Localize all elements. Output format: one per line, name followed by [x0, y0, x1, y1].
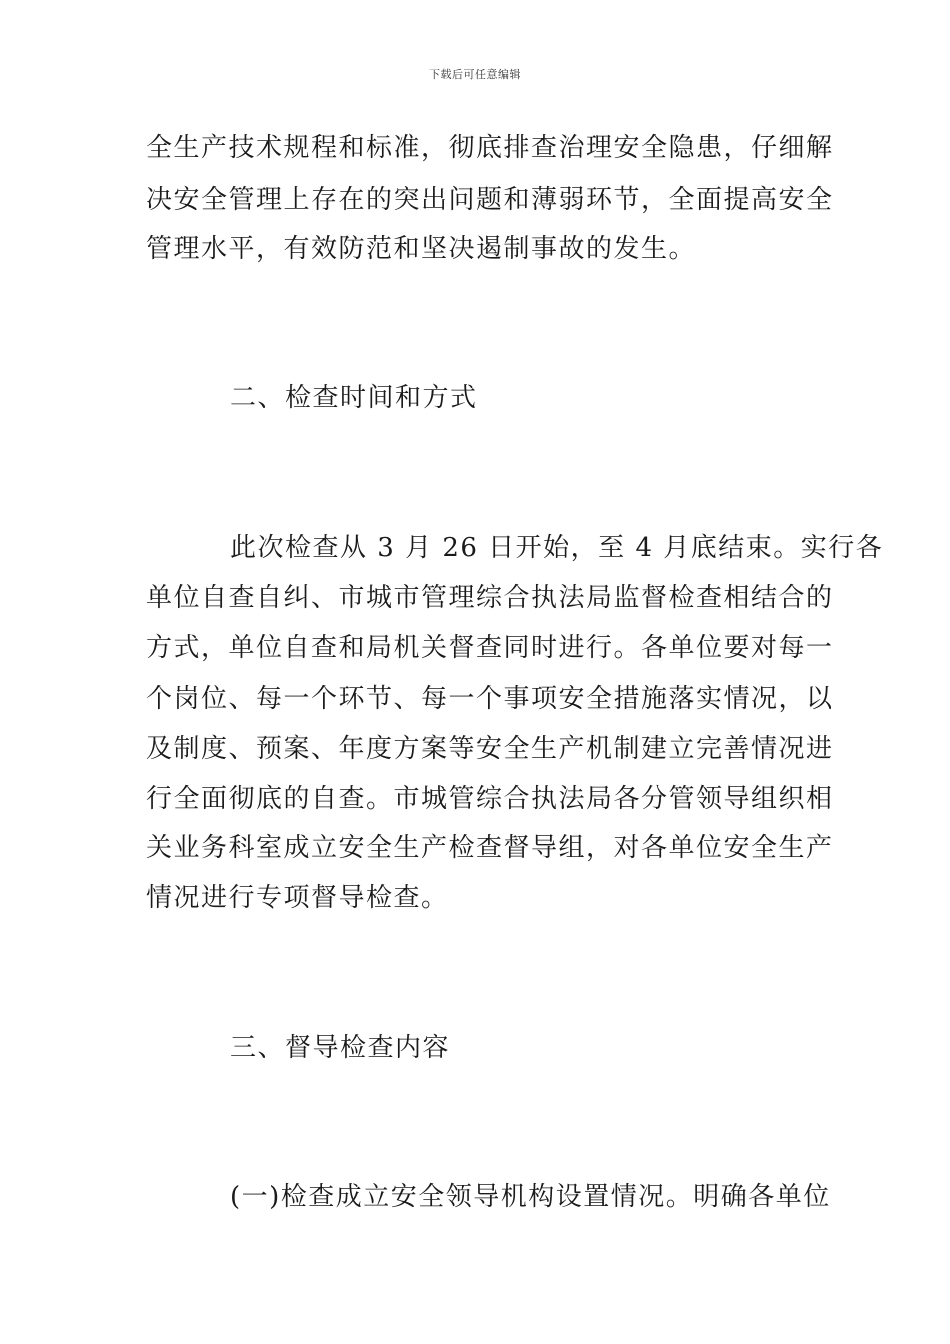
paragraph-line: 此次检查从 3 月 26 日开始，至 4 月底结束。实行各 — [230, 533, 884, 563]
header-note: 下载后可任意编辑 — [429, 68, 521, 81]
paragraph-line: 个岗位、每一个环节、每一个事项安全措施落实情况，以 — [146, 684, 834, 714]
paragraph-line: (一)检查成立安全领导机构设置情况。明确各单位 — [230, 1182, 831, 1212]
paragraph-line: 单位自查自纠、市城市管理综合执法局监督检查相结合的 — [146, 583, 834, 613]
section-heading: 二、检查时间和方式 — [230, 383, 478, 413]
paragraph-line: 关业务科室成立安全生产检查督导组，对各单位安全生产 — [146, 833, 834, 863]
section-heading: 三、督导检查内容 — [230, 1033, 451, 1063]
paragraph-line: 管理水平，有效防范和坚决遏制事故的发生。 — [146, 234, 697, 264]
paragraph-line: 全生产技术规程和标准，彻底排查治理安全隐患，仔细解 — [146, 133, 834, 163]
paragraph-line: 决安全管理上存在的突出问题和薄弱环节，全面提高安全 — [146, 185, 834, 215]
paragraph-line: 情况进行专项督导检查。 — [146, 883, 449, 913]
paragraph-line: 方式，单位自查和局机关督查同时进行。各单位要对每一 — [146, 633, 834, 663]
paragraph-line: 及制度、预案、年度方案等安全生产机制建立完善情况进 — [146, 734, 834, 764]
paragraph-line: 行全面彻底的自查。市城管综合执法局各分管领导组织相 — [146, 784, 834, 814]
